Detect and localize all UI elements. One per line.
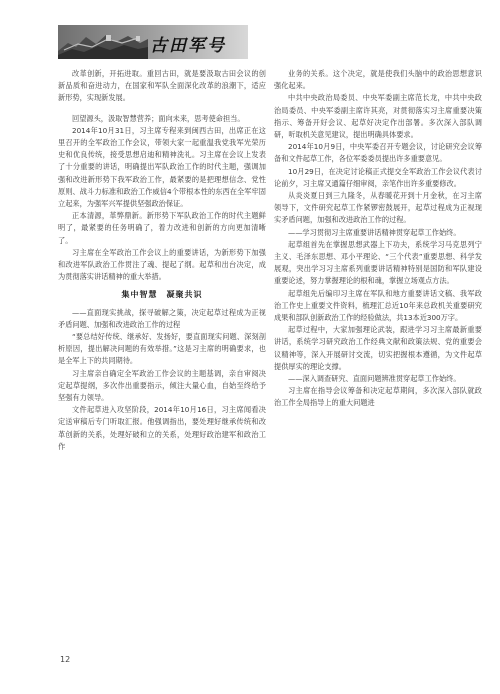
- paragraph: 起草组先后编印习主席在军队和地方重要讲话文稿、我军政治工作史上重要文件资料，梳理汇总近10年来总政机关重要研究成果和部队创新政治工作的经验做法，共13本近300万字。: [274, 288, 482, 323]
- great-wall-illustration: [58, 25, 148, 59]
- paragraph: 改革创新，开拓进取。重回古田，就是要汲取古田会议的创新品质和奋进动力，在国家和军队全面深化改革的浪潮下，适应新形势，实现新发展。: [58, 69, 266, 103]
- paragraph: 业务的关系。这个决定，就是使我们头脑中的政治思想意识强化起来。: [274, 69, 482, 91]
- section-heading: 集中智慧 凝聚共识: [121, 290, 203, 300]
- paragraph: “要总结好传统、继承好、发扬好，要直面现实问题、深刻剖析原因，提出解决问题的有效举措。”这是习主席的明确要求，也是全军上下的共同期待。: [58, 332, 266, 366]
- paragraph: 文件起草进入攻坚阶段，2014年10月16日，习主席闻看决定送审稿后专门听取汇报。他强调指出，要处理好继承传统和改革创新的关系，处理好破和立的关系，处理好政治建军和政治工作: [58, 405, 266, 451]
- paragraph: 正本清源，革弊鼎新。新形势下军队政治工作的时代主题鲜明了，最紧要的任务明确了，着力改进和创新的方向更加清晰了。: [58, 211, 266, 245]
- paragraph: 从炎炎夏日到三九隆冬，从春暖花开到十月金秋，在习主席领导下，文件研究起草工作紧锣密鼓展开，起草过程成为正视现实矛盾问题，加强和改进政治工作的过程。: [274, 191, 482, 225]
- page-number: 12: [60, 655, 71, 664]
- right-column: [274, 68, 482, 410]
- paragraph: 起草过程中，大家加强理论武装，跟进学习习主席最新重要讲话，系统学习研究政治工作经典文献和政策法规、党的重要会议精神等，深入开展研讨交流，切实把握根本遵循，为文件起草提供厚实的理论支撑。: [274, 325, 482, 371]
- paragraph: 起草组首先在掌握思想武器上下功夫，系统学习马克思列宁主义、毛泽东思想、邓小平理论、“三个代表”重要思想、科学发展观，突出学习习主席系列重要讲话精神特别是国防和军队建设重要论述，努力掌握理论的根和魂，掌握立场观点方法。: [274, 239, 482, 286]
- paragraph: 2014年10月9日，中央军委召开专题会议，讨论研究会议筹备和文件起草工作，各位军委委员提出许多重要意见。: [274, 142, 482, 164]
- paragraph: 习主席在指导会议筹备和决定起草期间，多次深入部队就政治工作全局指导上的重大问题进: [274, 386, 482, 408]
- section-title: 古田军号: [150, 36, 226, 56]
- paragraph: ——深入调查研究、直面问题辨准贯穿起草工作始终。: [288, 374, 461, 384]
- paragraph: ——直面现实挑战，探寻破解之策，决定起草过程成为正视矛盾问题、加强和改进政治工作的过程: [58, 307, 266, 329]
- paragraph: 10月29日，在决定讨论稿正式提交全军政治工作会议代表讨论前夕，习主席又通篇仔细审阅，亲笔作出许多重要修改。: [274, 166, 482, 188]
- paragraph: ——学习贯彻习主席重要讲话精神贯穿起草工作始终。: [288, 227, 461, 237]
- paragraph: 习主席亲自确定全军政治工作会议的主题基调，亲自审阅决定起草提纲，多次作出重要指示，倾注大量心血，自始至终给予坚强有力领导。: [58, 368, 266, 403]
- paragraph: 2014年10月31日，习主席专程来到闽西古田，出席正在这里召开的全军政治工作会议，带领大家一起重温我党我军光荣历史和优良传统，接受思想启迪和精神洗礼。习主席在会议上发表了十分重要的讲话，明确提出军队政治工作的时代主题，强调加强和改进新形势下我军政治工作，最紧要的是把理想信念、党性原则、战斗力标准和政治工作威信4个带根本性的东西在全军牢固立起来，为强军兴军提供坚强政治保证。: [58, 125, 266, 209]
- paragraph: 回望源头，汲取智慧营养；面向未来，思考使命担当。: [72, 113, 245, 123]
- left-column: [58, 68, 266, 453]
- paragraph: 中共中央政治局委员、中央军委副主席范长龙，中共中央政治局委员、中央军委副主席许其亮，对贯彻落实习主席重要决策指示、筹备开好会议、起草好决定作出部署。多次深入部队调研，听取机关意见建议，提出明确具体要求。: [274, 93, 482, 140]
- section-banner: [58, 25, 248, 59]
- paragraph: 习主席在全军政治工作会议上的重要讲话，为新形势下加强和改进军队政治工作贯注了魂、提起了纲。起草和出台决定，成为贯彻落实讲话精神的重大举措。: [58, 247, 266, 282]
